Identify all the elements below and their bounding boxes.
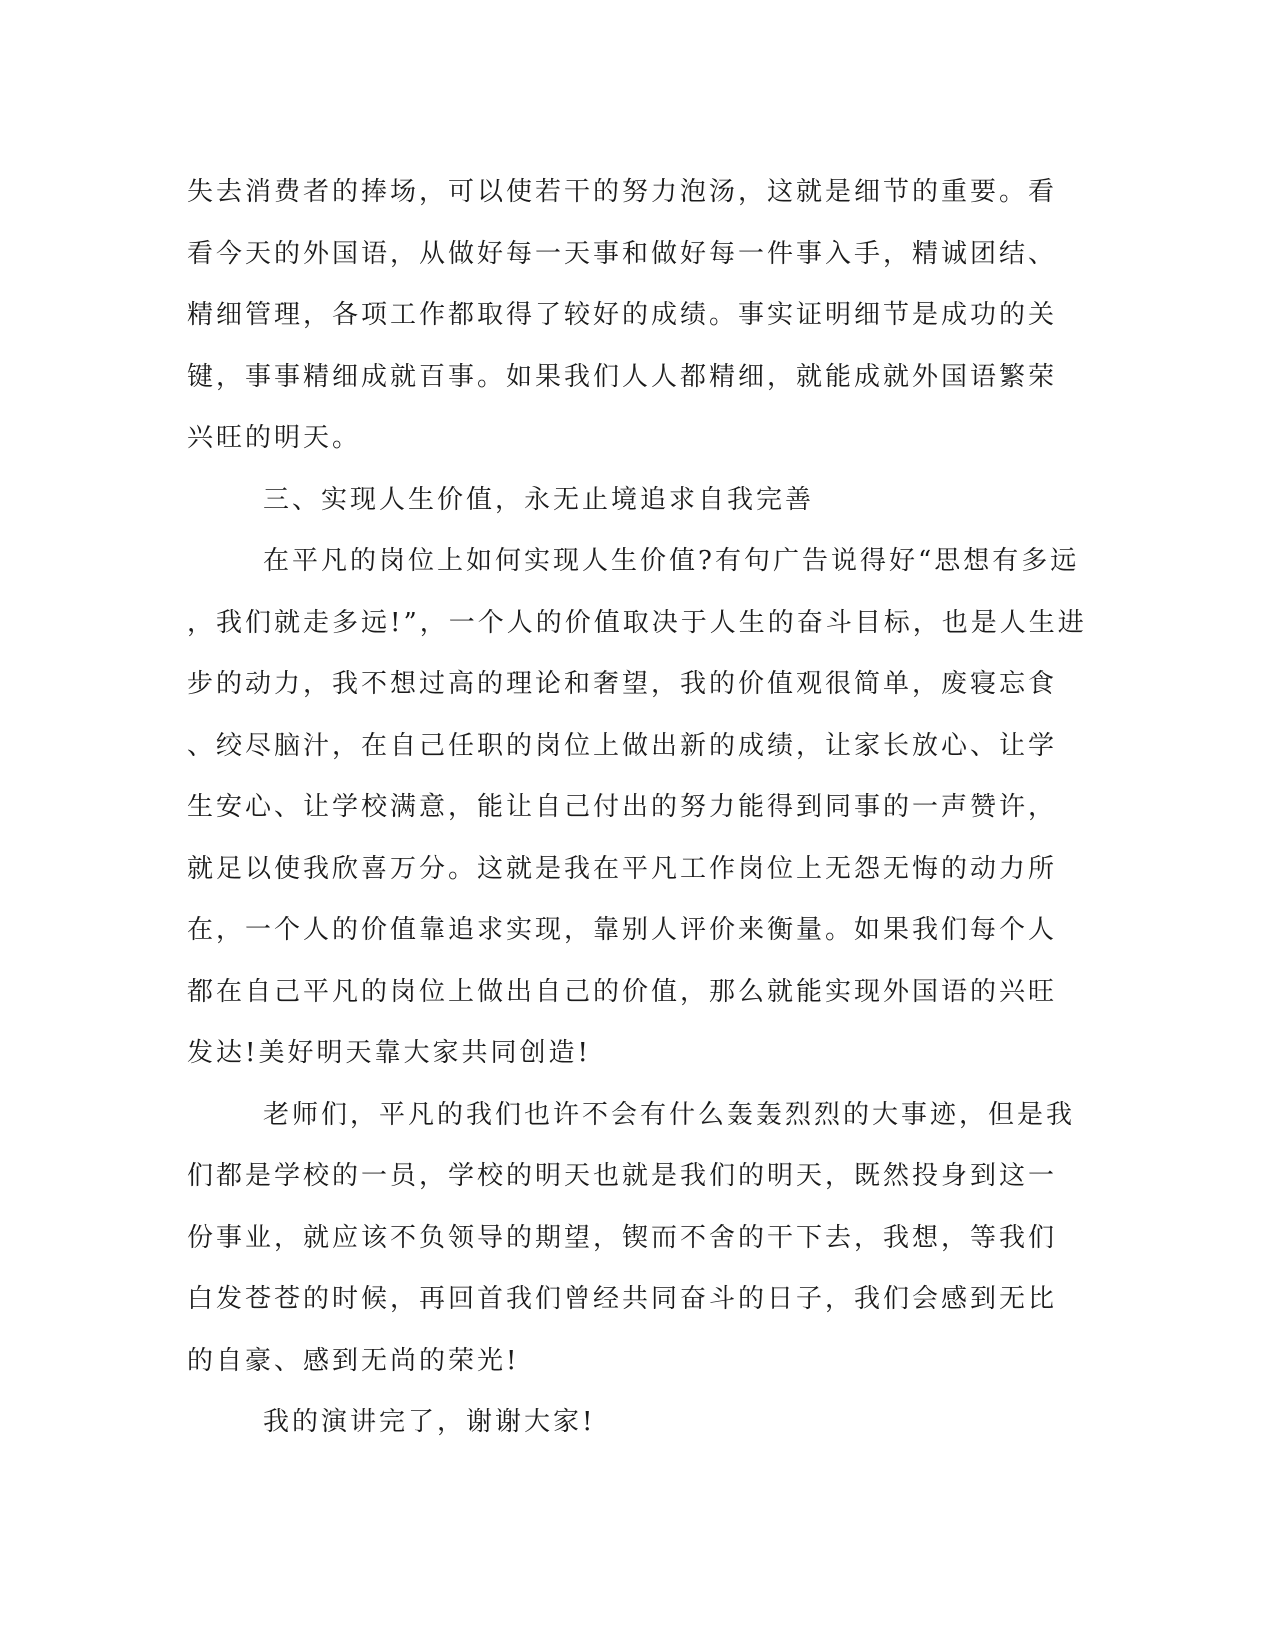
text-line: 的自豪、感到无尚的荣光! xyxy=(187,1345,520,1376)
text-line: 步的动力，我不想过高的理论和奢望，我的价值观很简单，废寝忘食 xyxy=(187,669,1058,699)
text-line: 兴旺的明天。 xyxy=(187,423,362,453)
text-line: 份事业，就应该不负领导的期望，锲而不舍的干下去，我想，等我们 xyxy=(187,1222,1058,1253)
text-line: 生安心、让学校满意，能让自己付出的努力能得到同事的一声赞许， xyxy=(187,792,1058,822)
text-line: ，我们就走多远!”，一个人的价值取决于人生的奋斗目标，也是人生进 xyxy=(187,607,1087,638)
text-line: 们都是学校的一员，学校的明天也就是我们的明天，既然投身到这一 xyxy=(187,1161,1058,1191)
text-line: 看今天的外国语，从做好每一天事和做好每一件事入手，精诚团结、 xyxy=(187,238,1058,269)
section-heading: 三、实现人生价值，永无止境追求自我完善 xyxy=(263,484,815,515)
text-line: 发达!美好明天靠大家共同创造! xyxy=(187,1038,591,1068)
text-line: 、绞尽脑汁，在自己任职的岗位上做出新的成绩，让家长放心、让学 xyxy=(187,730,1058,761)
text-line: 白发苍苍的时候，再回首我们曾经共同奋斗的日子，我们会感到无比 xyxy=(187,1284,1058,1314)
text-line: 精细管理，各项工作都取得了较好的成绩。事实证明细节是成功的关 xyxy=(187,300,1058,330)
text-line: 老师们，平凡的我们也许不会有什么轰轰烈烈的大事迹，但是我 xyxy=(263,1099,1076,1130)
text-line: 在，一个人的价值靠追求实现，靠别人评价来衡量。如果我们每个人 xyxy=(187,915,1058,945)
closing-line: 我的演讲完了，谢谢大家! xyxy=(263,1407,596,1437)
text-line: 就足以使我欣喜万分。这就是我在平凡工作岗位上无怨无悔的动力所 xyxy=(187,853,1058,884)
text-line: 在平凡的岗位上如何实现人生价值?有句广告说得好“思想有多远 xyxy=(263,546,1080,576)
text-line: 都在自己平凡的岗位上做出自己的价值，那么就能实现外国语的兴旺 xyxy=(187,976,1058,1007)
document-body xyxy=(187,162,1087,1454)
text-line: 键，事事精细成就百事。如果我们人人都精细，就能成就外国语繁荣 xyxy=(187,361,1058,392)
text-line: 失去消费者的捧场，可以使若干的努力泡汤，这就是细节的重要。看 xyxy=(187,177,1058,207)
